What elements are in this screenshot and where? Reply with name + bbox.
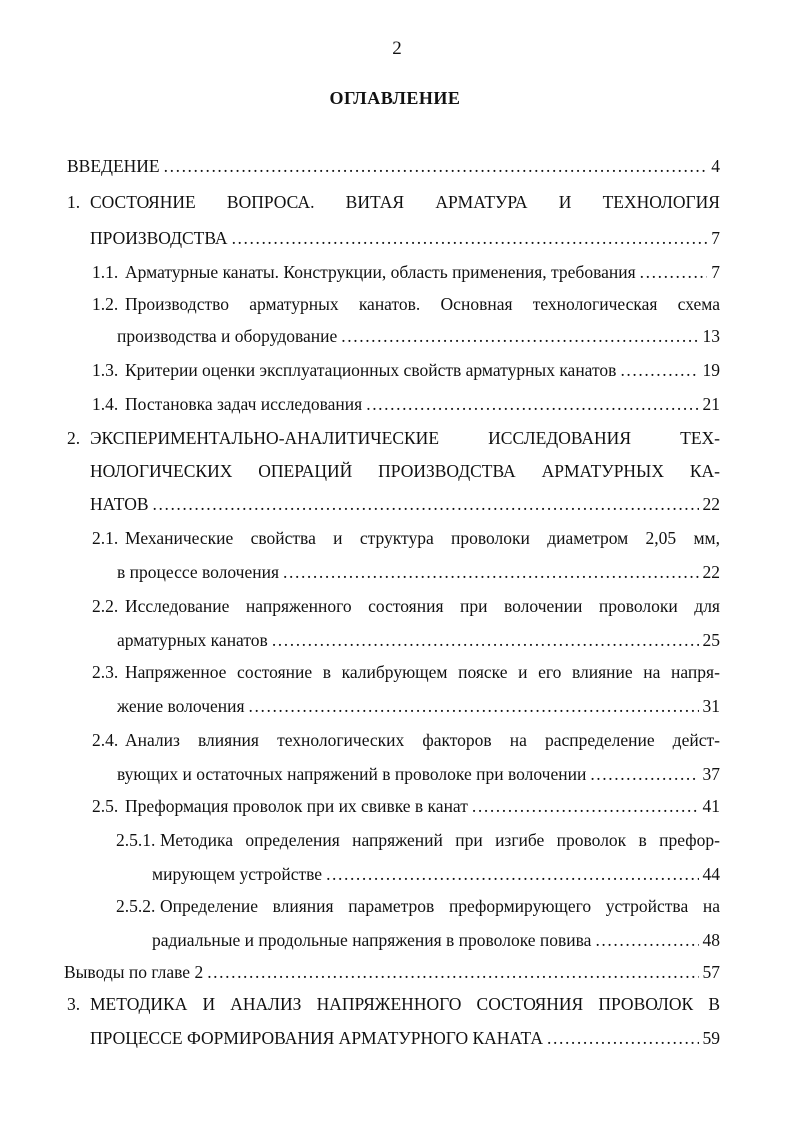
- toc-entry-text: Преформация проволок при их свивке в канат: [125, 796, 468, 816]
- toc-page-number: 22: [702, 494, 720, 514]
- toc-page-number: 41: [702, 796, 720, 816]
- toc-entry-line: [0, 390, 794, 418]
- toc-entry-text: МЕТОДИКА И АНАЛИЗ НАПРЯЖЕННОГО СОСТОЯНИЯ ПРОВОЛОК В: [90, 994, 720, 1014]
- toc-entry-line: [0, 152, 794, 180]
- toc-entry-line: [0, 860, 794, 888]
- toc-entry-text: СОСТОЯНИЕ ВОПРОСА. ВИТАЯ АРМАТУРА И ТЕХНОЛОГИЯ: [90, 192, 720, 212]
- toc-entry-line: [0, 258, 794, 286]
- toc-leader-dots: [153, 490, 699, 518]
- toc-entry-line: [0, 1024, 794, 1052]
- toc-entry-line: [0, 726, 794, 754]
- toc-entry-line: [0, 490, 794, 518]
- toc-entry-text: ВВЕДЕНИЕ: [67, 156, 160, 176]
- toc-entry-text: арматурных канатов: [117, 630, 268, 650]
- toc-entry-text: Постановка задач исследования: [125, 394, 363, 414]
- toc-page-number: 44: [702, 864, 720, 884]
- toc-entry-line: [0, 692, 794, 720]
- toc-page-number: 25: [702, 630, 720, 650]
- toc-leader-dots: [366, 390, 698, 418]
- toc-leader-dots: [326, 860, 698, 888]
- toc-leader-dots: [590, 760, 698, 788]
- toc-entry-line: [0, 524, 794, 552]
- toc-leader-dots: [341, 322, 698, 350]
- toc-entry-text: Исследование напряженного состояния при волочении проволоки для: [125, 596, 720, 616]
- toc-entry-text: НОЛОГИЧЕСКИХ ОПЕРАЦИЙ ПРОИЗВОДСТВА АРМАТУРНЫХ КА-: [90, 461, 720, 481]
- toc-page-number: 21: [702, 394, 720, 414]
- toc-entry-line: [0, 322, 794, 350]
- toc-leader-dots: [272, 626, 699, 654]
- toc-page-number: 19: [702, 360, 720, 380]
- toc-page-number: 48: [702, 930, 720, 950]
- toc-entry-line: [0, 990, 794, 1018]
- toc-page-number: 31: [702, 696, 720, 716]
- toc-entry-line: [0, 424, 794, 452]
- toc-entry-number: 2.: [67, 428, 81, 448]
- toc-entry-text: мирующем устройстве: [152, 864, 323, 884]
- toc-leader-dots: [249, 692, 699, 720]
- toc-entry-line: [0, 926, 794, 954]
- toc-entry-line: [0, 188, 794, 216]
- toc-leader-dots: [595, 926, 698, 954]
- toc-entry-number: 1.2.: [92, 294, 119, 314]
- toc-leader-dots: [620, 356, 698, 384]
- toc-entry-line: [0, 892, 794, 920]
- toc-entry-text: НАТОВ: [90, 494, 149, 514]
- toc-entry-line: [0, 558, 794, 586]
- toc-entry-number: 2.5.2.: [116, 896, 156, 916]
- toc-entry-text: Критерии оценки эксплуатационных свойств арматурных канатов: [125, 360, 617, 380]
- toc-entry-number: 2.4.: [92, 730, 119, 750]
- toc-page-number: 57: [702, 962, 720, 982]
- toc-entry-number: 1.1.: [92, 262, 119, 282]
- toc-page-number: 22: [702, 562, 720, 582]
- toc-entry-text: жение волочения: [117, 696, 245, 716]
- toc-leader-dots: [232, 224, 708, 252]
- page-number: 2: [392, 38, 402, 59]
- toc-entry-line: [0, 290, 794, 318]
- toc-page-number: 59: [702, 1028, 720, 1048]
- toc-entry-line: [0, 224, 794, 252]
- toc-leader-dots: [547, 1024, 698, 1052]
- toc-entry-text: ЭКСПЕРИМЕНТАЛЬНО-АНАЛИТИЧЕСКИЕ ИССЛЕДОВАНИЯ ТЕХ-: [90, 428, 720, 448]
- toc-entry-text: в процессе волочения: [117, 562, 280, 582]
- toc-entry-line: [0, 658, 794, 686]
- toc-entry-text: вующих и остаточных напряжений в проволоке при волочении: [117, 764, 587, 784]
- toc-entry-line: [0, 760, 794, 788]
- toc-entry-text: Выводы по главе 2: [64, 962, 204, 982]
- toc-page-number: 37: [702, 764, 720, 784]
- toc-entry-number: 2.2.: [92, 596, 119, 616]
- toc-entry-text: Анализ влияния технологических факторов на распределение дейст-: [125, 730, 720, 750]
- toc-entry-text: ПРОИЗВОДСТВА: [90, 228, 228, 248]
- toc-entry-text: ПРОЦЕССЕ ФОРМИРОВАНИЯ АРМАТУРНОГО КАНАТА: [90, 1028, 544, 1048]
- toc-leader-dots: [164, 152, 708, 180]
- toc-entry-text: Производство арматурных канатов. Основная технологическая схема: [125, 294, 720, 314]
- toc-entry-number: 2.5.: [92, 796, 119, 816]
- toc-page-number: 7: [711, 228, 720, 248]
- toc-entry-text: Методика определения напряжений при изгибе проволок в префор-: [160, 830, 720, 850]
- toc-leader-dots: [472, 792, 699, 820]
- toc-entry-text: Механические свойства и структура проволоки диаметром 2,05 мм,: [125, 528, 720, 548]
- toc-entry-text: производства и оборудование: [117, 326, 338, 346]
- toc-title: ОГЛАВЛЕНИЕ: [329, 88, 461, 108]
- toc-entry-number: 2.5.1.: [116, 830, 156, 850]
- toc-page-number: 13: [702, 326, 720, 346]
- toc-entry-number: 1.4.: [92, 394, 119, 414]
- toc-leader-dots: [640, 258, 708, 286]
- toc-leader-dots: [207, 958, 698, 986]
- toc-entry-line: [0, 792, 794, 820]
- toc-leader-dots: [283, 558, 698, 586]
- toc-page-number: 4: [711, 156, 720, 176]
- toc-entry-text: Арматурные канаты. Конструкции, область применения, требования: [125, 262, 636, 282]
- toc-entry-line: [0, 826, 794, 854]
- toc-entry-text: Напряженное состояние в калибрующем пояске и его влияние на напря-: [125, 662, 720, 682]
- toc-entry-line: [0, 356, 794, 384]
- toc-entry-number: 1.: [67, 192, 81, 212]
- toc-entry-number: 1.3.: [92, 360, 119, 380]
- toc-entry-line: [0, 626, 794, 654]
- toc-entry-number: 2.3.: [92, 662, 119, 682]
- toc-entry-line: [0, 592, 794, 620]
- toc-entry-number: 2.1.: [92, 528, 119, 548]
- toc-entry-line: [0, 958, 794, 986]
- toc-page-number: 7: [711, 262, 720, 282]
- toc-entry-number: 3.: [67, 994, 81, 1014]
- toc-entry-text: Определение влияния параметров преформирующего устройства на: [160, 896, 720, 916]
- toc-entry-line: [0, 457, 794, 485]
- toc-entry-text: радиальные и продольные напряжения в проволоке повива: [152, 930, 592, 950]
